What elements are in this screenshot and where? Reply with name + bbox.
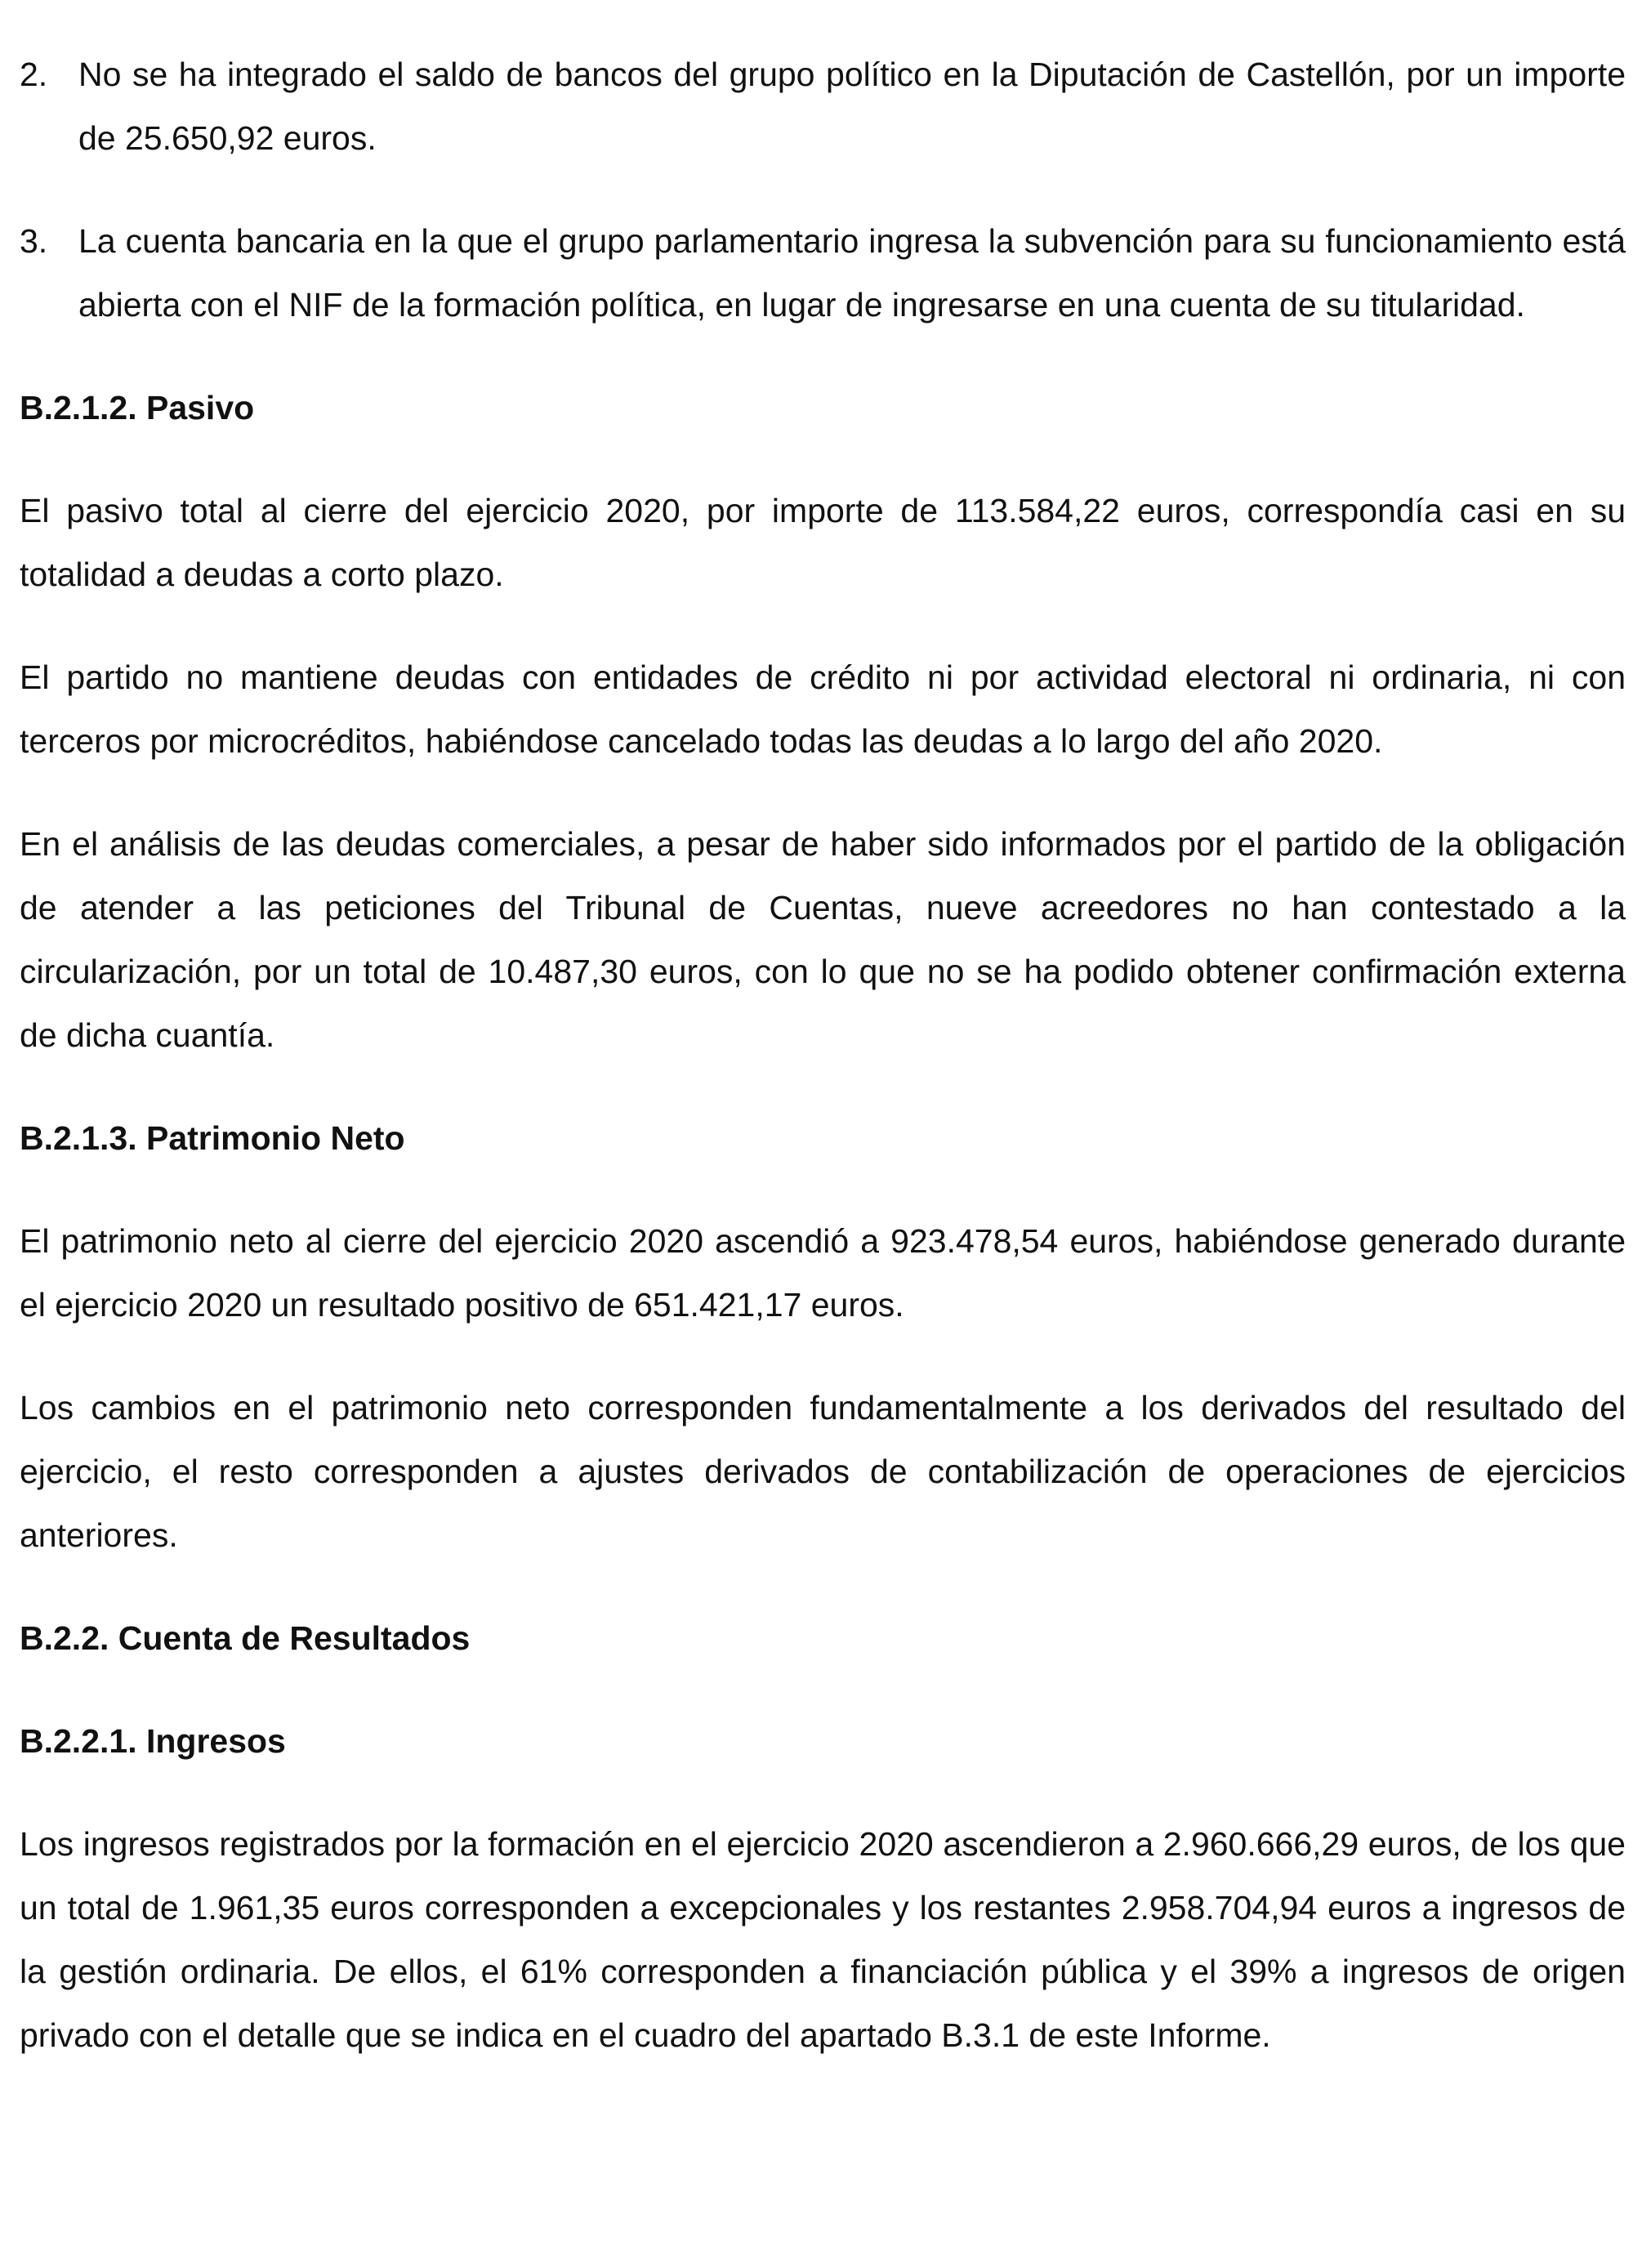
paragraph: El patrimonio neto al cierre del ejercicio 2020 ascendió a 923.478,54 euros, habiéndose generado durante el ejercicio 2020 un resultado positivo de 651.421,17 euros.: [20, 1222, 1626, 1324]
paragraph: En el análisis de las deudas comerciales, a pesar de haber sido informados por el partido de la obligación de atender a las peticiones del Tribunal de Cuentas, nueve acreedores no han contestado a la circularización, por un total de 10.487,30 euros, con lo que no se ha podido obtener confirmación externa de dicha cuantía.: [20, 825, 1626, 1054]
paragraph: El partido no mantiene deudas con entidades de crédito ni por actividad electoral ni ordinaria, ni con terceros por microcréditos, habiéndose cancelado todas las deudas a lo largo del año 2020.: [20, 659, 1626, 760]
list-number: 2.: [20, 56, 48, 93]
paragraph: Los ingresos registrados por la formación en el ejercicio 2020 ascendieron a 2.960.666,29 euros, de los que un total de 1.961,35 euros corresponden a excepcionales y los restantes 2.958.704,94 euros a ingresos de la gestión ordinaria. De ellos, el 61% corresponden a financiación pública y el 39% a ingresos de origen privado con el detalle que se indica en el cuadro del apartado B.3.1 de este Informe.: [20, 1825, 1626, 2054]
list-number: 3.: [20, 222, 48, 260]
section-heading-patrimonio-neto: B.2.1.3. Patrimonio Neto: [20, 1119, 405, 1157]
list-item: [20, 209, 1626, 337]
document-page: [20, 42, 1626, 2067]
list-item-text: No se ha integrado el saldo de bancos del grupo político en la Diputación de Castellón, por un importe de 25.650,92 euros.: [78, 56, 1626, 157]
paragraph: Los cambios en el patrimonio neto corresponden fundamentalmente a los derivados del resultado del ejercicio, el resto corresponden a ajustes derivados de contabilización de operaciones de ejercicios anteriores.: [20, 1389, 1626, 1554]
section-heading-pasivo: B.2.1.2. Pasivo: [20, 389, 255, 426]
section-heading-ingresos: B.2.2.1. Ingresos: [20, 1722, 286, 1760]
list-item: [20, 42, 1626, 170]
paragraph: El pasivo total al cierre del ejercicio 2020, por importe de 113.584,22 euros, correspondía casi en su totalidad a deudas a corto plazo.: [20, 492, 1626, 593]
list-item-text: La cuenta bancaria en la que el grupo parlamentario ingresa la subvención para su funcionamiento está abierta con el NIF de la formación política, en lugar de ingresarse en una cuenta de su titularidad.: [78, 222, 1626, 324]
section-heading-cuenta-resultados: B.2.2. Cuenta de Resultados: [20, 1619, 471, 1657]
